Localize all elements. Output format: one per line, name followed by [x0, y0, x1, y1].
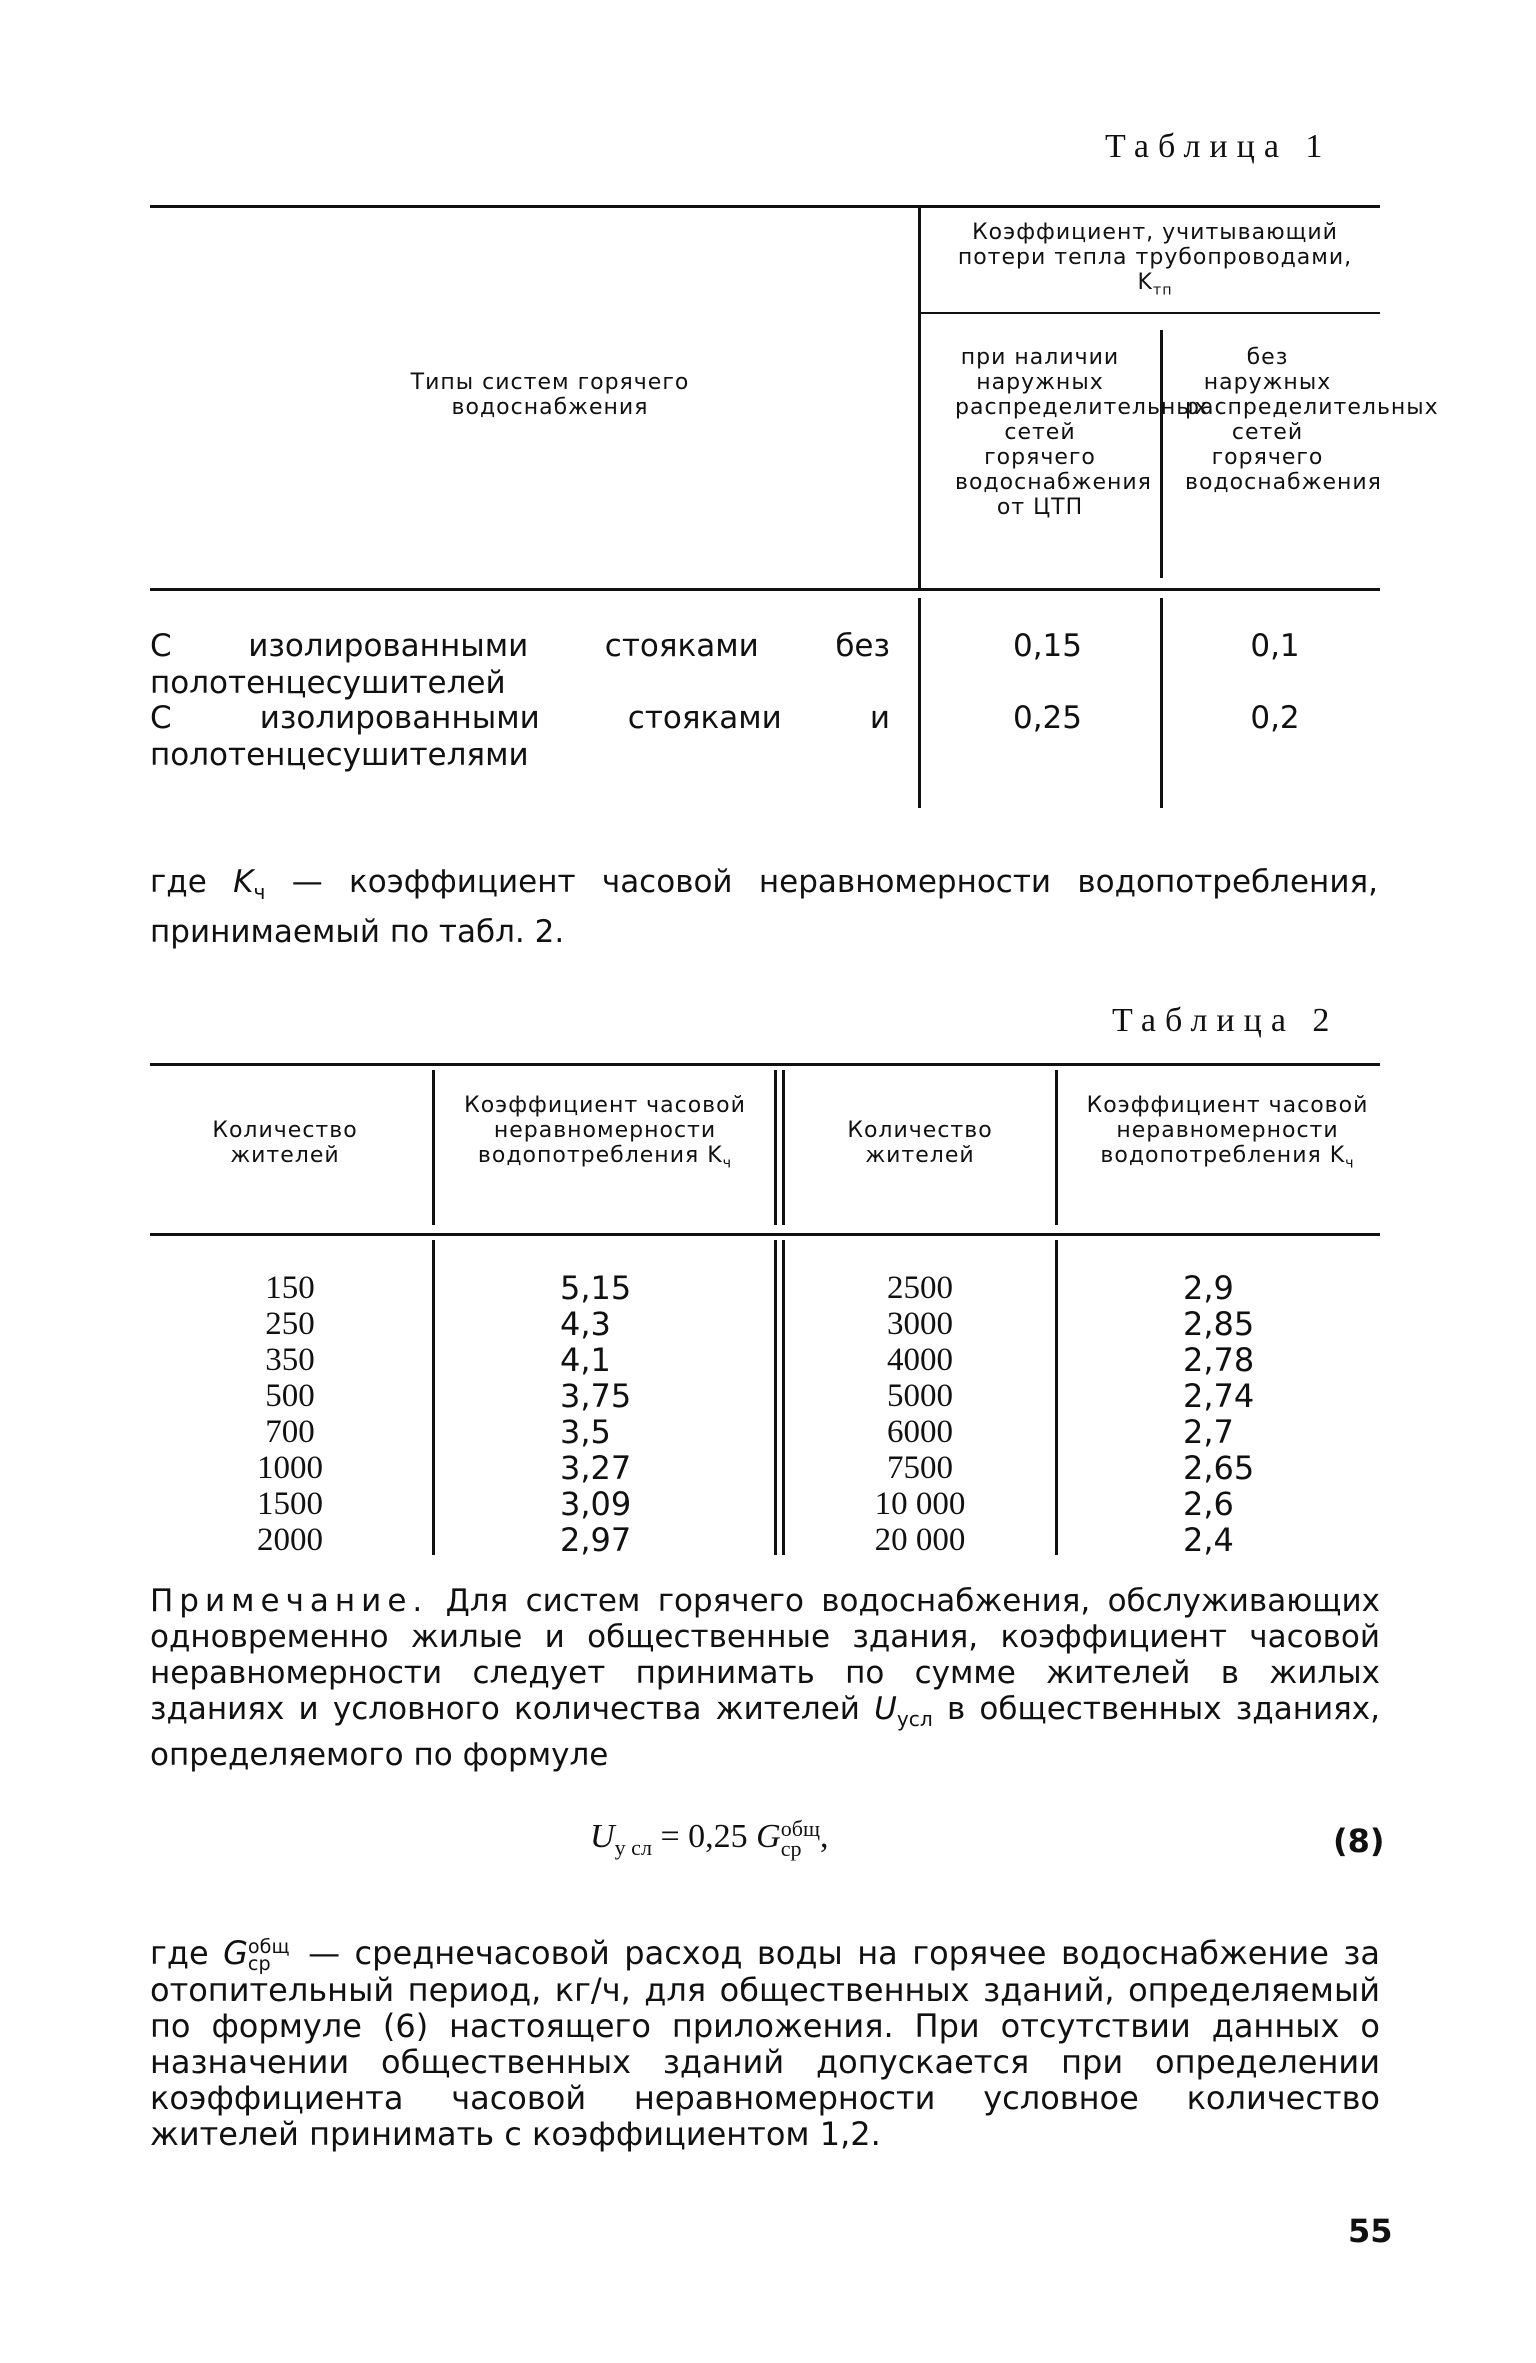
table1-row-1-type: С изолированными стояками без полотенцесушителей — [150, 628, 890, 701]
list-item: 2,9 — [1183, 1269, 1234, 1307]
table2-header-coef-left: Коэффициент часовой неравномерности водопотребления $K_ч$ — [464, 1093, 746, 1172]
explanation-paragraph: где G общ ср — среднечасовой расход воды на горячее водоснабжение за отопительный период, кг/ч, для общественных зданий, определяемый по формуле (6) настоящего приложения. При отсутствии данных о назначении общественных зданий допускается при определении коэффициента часовой неравномерности условное количество жителей принимать с коэффициентом 1,2. — [150, 1934, 1381, 2154]
list-item: 2,7 — [1183, 1413, 1234, 1451]
remark-paragraph: Примечание. Для систем горячего водоснабжения, обслуживающих одновременно жилые и общественные здания, коэффициент часовой неравномерности следует принимать по сумме жителей в жилых зданиях и условного количества жителей $U_{усл}$ в общественных зданиях, определяемого по формуле — [150, 1583, 1380, 1774]
table1-header-with-networks: при наличии наружных распределительных сетей горячего водоснабжения от ЦТП — [955, 345, 1209, 520]
list-item: 3,5 — [560, 1413, 611, 1451]
list-item: 2,74 — [1183, 1377, 1255, 1415]
list-item: 350 — [265, 1342, 315, 1378]
table2-header-rule — [150, 1233, 1380, 1236]
list-item: 3,27 — [560, 1449, 632, 1487]
table1-header-type: Типы систем горячего водоснабжения — [410, 370, 690, 420]
table1-top-rule — [150, 205, 1380, 208]
remark-label: Примечание. — [150, 1583, 429, 1619]
table2-div-3 — [1055, 1070, 1058, 1225]
list-item: 4,1 — [560, 1341, 611, 1379]
table2-coef-left — [560, 1270, 670, 1558]
list-item: 2,4 — [1183, 1521, 1234, 1559]
list-item: 2500 — [887, 1270, 953, 1306]
table2-body-div-2b — [782, 1240, 785, 1555]
formula-8: $U_{у сл} = 0,25$ G общ ср , — [590, 1816, 829, 1862]
table1-divider-main — [918, 208, 921, 588]
list-item: 3,75 — [560, 1377, 632, 1415]
list-item: 5,15 — [560, 1269, 632, 1307]
list-item: 2,6 — [1183, 1485, 1234, 1523]
table2-residents-right — [850, 1270, 990, 1558]
table1-divider-sub — [1160, 330, 1163, 578]
formula-number: (8) — [1333, 1822, 1385, 1860]
table1-row-2-with: 0,25 — [1012, 700, 1083, 736]
list-item: 3,09 — [560, 1485, 632, 1523]
list-item: 7500 — [887, 1450, 953, 1486]
list-item: 4,3 — [560, 1305, 611, 1343]
list-item: 250 — [265, 1306, 315, 1342]
list-item: 500 — [265, 1378, 315, 1414]
list-item: 700 — [265, 1414, 315, 1450]
table1-header-rule — [150, 588, 1380, 591]
list-item: 1000 — [257, 1450, 323, 1486]
table1-row-2-type: С изолированными стояками и полотенцесушителями — [150, 700, 890, 773]
table2-header-coef-right: Коэффициент часовой неравномерности водопотребления $K_ч$ — [1086, 1093, 1369, 1172]
list-item: 150 — [265, 1270, 315, 1306]
list-item: 2,65 — [1183, 1449, 1255, 1487]
list-item: 1500 — [257, 1486, 323, 1522]
table1-header-without-networks: без наружных распределительных сетей горячего водоснабжения — [1185, 345, 1439, 495]
list-item: 2,97 — [560, 1521, 632, 1559]
list-item: 2000 — [257, 1522, 323, 1558]
table1-row-1-without: 0,1 — [1250, 628, 1300, 664]
list-item: 20 000 — [874, 1522, 966, 1558]
table1-row-1-with: 0,15 — [1012, 628, 1083, 664]
table2-caption: Таблица 2 — [1112, 1002, 1339, 1039]
table2-div-2b — [782, 1070, 785, 1225]
table2-header-residents-left: Количество жителей — [212, 1118, 358, 1168]
table2-top-rule — [150, 1063, 1380, 1066]
list-item: 3000 — [887, 1306, 953, 1342]
page-number: 55 — [1348, 2212, 1393, 2250]
table1-header-coef-group: Коэффициент, учитывающий потери тепла трубопроводами, $K_{тп}$ — [957, 220, 1353, 299]
list-item: 5000 — [887, 1378, 953, 1414]
table2-coef-right — [1183, 1270, 1293, 1558]
table2-div-1 — [432, 1070, 435, 1225]
table2-body-div-1 — [432, 1240, 435, 1555]
table1-caption: Таблица 1 — [1105, 128, 1332, 165]
table1-body-divider-main — [918, 598, 921, 808]
table1-body-divider-sub — [1160, 598, 1163, 808]
list-item: 4000 — [887, 1342, 953, 1378]
table2-body-div-2a — [774, 1240, 777, 1555]
table1-row-2-without: 0,2 — [1250, 700, 1300, 736]
table2-residents-left — [220, 1270, 360, 1558]
table2-div-2a — [774, 1070, 777, 1225]
list-item: 2,78 — [1183, 1341, 1255, 1379]
table1-group-rule — [921, 312, 1380, 314]
list-item: 2,85 — [1183, 1305, 1255, 1343]
table2-header-residents-right: Количество жителей — [847, 1118, 993, 1168]
list-item: 10 000 — [874, 1486, 966, 1522]
table2-body-div-3 — [1055, 1240, 1058, 1555]
list-item: 6000 — [887, 1414, 953, 1450]
note-kch: где $K_ч$ — коэффициент часовой неравномерности водопотребления, принимаемый по табл. 2. — [150, 864, 1378, 951]
